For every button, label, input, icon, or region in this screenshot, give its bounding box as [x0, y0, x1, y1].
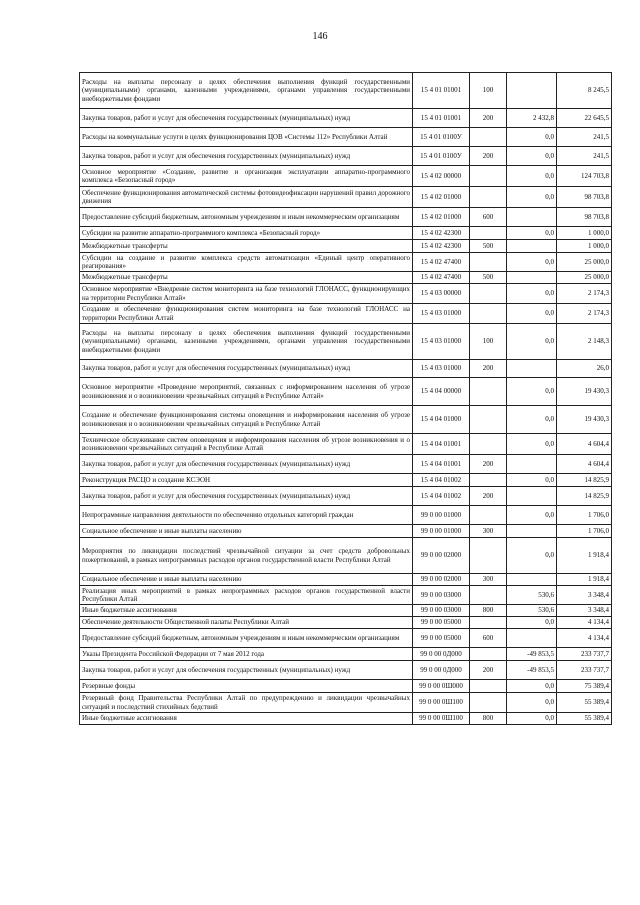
- row-code-cell: 15 4 03 00000: [413, 284, 470, 304]
- row-expense-type-cell: [470, 284, 507, 304]
- row-change-cell: 0,0: [507, 128, 557, 147]
- row-name-cell: Расходы на выплаты персоналу в целях обеспечения выполнения функций государственными (муниципальными) органами, казенными учреждениями, органами управления государственными внебюджетными фондами: [80, 73, 413, 109]
- table-row: [80, 73, 612, 109]
- table-row: [80, 360, 612, 378]
- row-change-cell: 0,0: [507, 406, 557, 434]
- row-total-cell: 98 703,8: [557, 208, 612, 227]
- row-name-cell: Техническое обслуживание систем оповещения и информирования населения об угрозе возникновения и о возникновении чрезвычайных ситуаций в Республике Алтай: [80, 434, 413, 455]
- table-row: [80, 474, 612, 487]
- row-change-cell: [507, 73, 557, 109]
- row-total-cell: 2 174,3: [557, 284, 612, 304]
- row-change-cell: 530,6: [507, 605, 557, 617]
- table-row: [80, 487, 612, 506]
- row-name-cell: Резервные фонды: [80, 680, 413, 693]
- row-name-cell: Иные бюджетные ассигнования: [80, 605, 413, 617]
- row-code-cell: 99 0 00 05000: [413, 617, 470, 629]
- row-code-cell: 99 0 00 03000: [413, 605, 470, 617]
- row-total-cell: 4 134,4: [557, 629, 612, 648]
- row-change-cell: [507, 360, 557, 378]
- row-name-cell: Основное мероприятие «Проведение мероприятий, связанных с информированием населения об угрозе возникновения и о возникновении чрезвычайных ситуаций в Республике Алтай»: [80, 378, 413, 406]
- table-row: [80, 617, 612, 629]
- table-row: [80, 680, 612, 693]
- row-expense-type-cell: 100: [470, 73, 507, 109]
- row-change-cell: 0,0: [507, 617, 557, 629]
- row-code-cell: 99 0 00 01000: [413, 506, 470, 525]
- row-code-cell: 15 4 02 47400: [413, 272, 470, 284]
- row-total-cell: 233 737,7: [557, 648, 612, 661]
- row-expense-type-cell: [470, 648, 507, 661]
- row-expense-type-cell: [470, 617, 507, 629]
- row-name-cell: Иные бюджетные ассигнования: [80, 713, 413, 725]
- row-code-cell: 15 4 02 00000: [413, 166, 470, 187]
- row-code-cell: 99 0 00 02000: [413, 574, 470, 586]
- row-total-cell: 55 389,4: [557, 713, 612, 725]
- row-change-cell: 0,0: [507, 324, 557, 360]
- row-expense-type-cell: 500: [470, 240, 507, 253]
- row-code-cell: 99 0 00 0Ш100: [413, 713, 470, 725]
- row-code-cell: 15 4 04 00000: [413, 378, 470, 406]
- row-code-cell: 15 4 03 01000: [413, 324, 470, 360]
- table-row: [80, 661, 612, 680]
- row-code-cell: 99 0 00 01000: [413, 525, 470, 538]
- row-expense-type-cell: 600: [470, 629, 507, 648]
- row-expense-type-cell: 200: [470, 455, 507, 474]
- row-total-cell: 4 604,4: [557, 455, 612, 474]
- row-expense-type-cell: 200: [470, 661, 507, 680]
- row-name-cell: Указы Президента Российской Федерации от 7 мая 2012 года: [80, 648, 413, 661]
- row-total-cell: 3 348,4: [557, 586, 612, 605]
- table-row: [80, 605, 612, 617]
- row-total-cell: 4 134,4: [557, 617, 612, 629]
- row-change-cell: 0,0: [507, 693, 557, 713]
- row-code-cell: 15 4 01 0100У: [413, 147, 470, 166]
- table-row: [80, 128, 612, 147]
- row-expense-type-cell: 300: [470, 525, 507, 538]
- row-name-cell: Предоставление субсидий бюджетным, автономным учреждениям и иным некоммерческим организациям: [80, 629, 413, 648]
- row-total-cell: 3 348,4: [557, 605, 612, 617]
- row-change-cell: 0,0: [507, 434, 557, 455]
- row-code-cell: 99 0 00 05000: [413, 629, 470, 648]
- row-change-cell: [507, 525, 557, 538]
- table-row: [80, 434, 612, 455]
- row-name-cell: Непрограммные направления деятельности по обеспечению отдельных категорий граждан: [80, 506, 413, 525]
- table-row: [80, 506, 612, 525]
- row-expense-type-cell: [470, 128, 507, 147]
- row-expense-type-cell: 600: [470, 208, 507, 227]
- row-code-cell: 15 4 04 01000: [413, 406, 470, 434]
- row-expense-type-cell: [470, 693, 507, 713]
- row-code-cell: 99 0 00 02000: [413, 538, 470, 574]
- table-row: [80, 240, 612, 253]
- table-row: [80, 455, 612, 474]
- row-name-cell: Реконструкция РАСЦО и создание КСЭОН: [80, 474, 413, 487]
- row-code-cell: 15 4 04 01001: [413, 434, 470, 455]
- row-expense-type-cell: [470, 166, 507, 187]
- row-total-cell: 241,5: [557, 147, 612, 166]
- row-change-cell: -49 853,5: [507, 648, 557, 661]
- table-row: [80, 525, 612, 538]
- table-row: [80, 304, 612, 324]
- row-expense-type-cell: 200: [470, 147, 507, 166]
- row-expense-type-cell: [470, 506, 507, 525]
- table-row: [80, 648, 612, 661]
- row-total-cell: 1 000,0: [557, 227, 612, 240]
- row-name-cell: Основное мероприятие «Внедрение систем мониторинга на базе технологий ГЛОНАСС, функционирующих на территории Республики Алтай»: [80, 284, 413, 304]
- row-change-cell: 0,0: [507, 253, 557, 272]
- budget-table-body: [80, 73, 612, 725]
- row-total-cell: 1 706,0: [557, 506, 612, 525]
- row-expense-type-cell: [470, 680, 507, 693]
- row-total-cell: 14 825,9: [557, 474, 612, 487]
- row-name-cell: Закупка товаров, работ и услуг для обеспечения государственных (муниципальных) нужд: [80, 455, 413, 474]
- row-code-cell: 15 4 02 42300: [413, 227, 470, 240]
- row-name-cell: Социальное обеспечение и иные выплаты населению: [80, 574, 413, 586]
- row-change-cell: 0,0: [507, 227, 557, 240]
- row-code-cell: 15 4 04 01002: [413, 474, 470, 487]
- row-total-cell: 2 174,3: [557, 304, 612, 324]
- row-total-cell: 19 430,3: [557, 378, 612, 406]
- row-code-cell: 15 4 03 01000: [413, 304, 470, 324]
- row-expense-type-cell: [470, 253, 507, 272]
- row-change-cell: 2 432,8: [507, 109, 557, 128]
- row-change-cell: -49 853,5: [507, 661, 557, 680]
- table-row: [80, 629, 612, 648]
- row-expense-type-cell: [470, 474, 507, 487]
- row-total-cell: 14 825,9: [557, 487, 612, 506]
- row-name-cell: Социальное обеспечение и иные выплаты населению: [80, 525, 413, 538]
- row-total-cell: 2 148,3: [557, 324, 612, 360]
- row-code-cell: 15 4 04 01002: [413, 487, 470, 506]
- row-name-cell: Мероприятия по ликвидации последствий чрезвычайной ситуации за счет средств добровольных пожертвований, в рамках непрограммных расходов органов государственной власти Республики Алтай: [80, 538, 413, 574]
- row-total-cell: 241,5: [557, 128, 612, 147]
- table-row: [80, 406, 612, 434]
- row-code-cell: 15 4 02 01000: [413, 187, 470, 208]
- table-row: [80, 208, 612, 227]
- table-row: [80, 272, 612, 284]
- row-change-cell: 0,0: [507, 538, 557, 574]
- page-number: 146: [312, 31, 328, 42]
- row-change-cell: 0,0: [507, 378, 557, 406]
- table-row: [80, 693, 612, 713]
- row-total-cell: 25 000,0: [557, 253, 612, 272]
- row-name-cell: Субсидии на создание и развитие комплекса средств автоматизации «Единый центр оперативного реагирования»: [80, 253, 413, 272]
- row-change-cell: [507, 272, 557, 284]
- row-code-cell: 15 4 01 01001: [413, 109, 470, 128]
- row-code-cell: 99 0 00 0Д000: [413, 648, 470, 661]
- row-total-cell: 1 918,4: [557, 574, 612, 586]
- row-total-cell: 75 389,4: [557, 680, 612, 693]
- row-change-cell: [507, 208, 557, 227]
- row-name-cell: Основное мероприятие «Создание, развитие и организация эксплуатации аппаратно-программного комплекса «Безопасный город»: [80, 166, 413, 187]
- row-code-cell: 15 4 02 42300: [413, 240, 470, 253]
- row-change-cell: 0,0: [507, 284, 557, 304]
- row-expense-type-cell: 200: [470, 109, 507, 128]
- row-code-cell: 15 4 01 0100У: [413, 128, 470, 147]
- row-expense-type-cell: [470, 304, 507, 324]
- row-expense-type-cell: 500: [470, 272, 507, 284]
- row-name-cell: Закупка товаров, работ и услуг для обеспечения государственных (муниципальных) нужд: [80, 147, 413, 166]
- row-total-cell: 1 706,0: [557, 525, 612, 538]
- table-row: [80, 109, 612, 128]
- row-change-cell: 0,0: [507, 304, 557, 324]
- table-row: [80, 586, 612, 605]
- table-row: [80, 187, 612, 208]
- row-total-cell: 55 389,4: [557, 693, 612, 713]
- row-change-cell: 0,0: [507, 713, 557, 725]
- row-name-cell: Предоставление субсидий бюджетным, автономным учреждениям и иным некоммерческим организациям: [80, 208, 413, 227]
- row-change-cell: 0,0: [507, 166, 557, 187]
- table-row: [80, 284, 612, 304]
- row-name-cell: Межбюджетные трансферты: [80, 272, 413, 284]
- row-expense-type-cell: [470, 406, 507, 434]
- budget-table: [79, 72, 612, 725]
- row-expense-type-cell: 200: [470, 360, 507, 378]
- row-code-cell: 99 0 00 0Ш100: [413, 693, 470, 713]
- row-total-cell: 1 000,0: [557, 240, 612, 253]
- row-name-cell: Обеспечение деятельности Общественной палаты Республики Алтай: [80, 617, 413, 629]
- table-row: [80, 227, 612, 240]
- table-row: [80, 713, 612, 725]
- row-expense-type-cell: [470, 586, 507, 605]
- row-code-cell: 99 0 00 0Ш000: [413, 680, 470, 693]
- row-total-cell: 124 703,8: [557, 166, 612, 187]
- row-change-cell: 0,0: [507, 680, 557, 693]
- row-change-cell: 0,0: [507, 474, 557, 487]
- row-change-cell: [507, 487, 557, 506]
- row-expense-type-cell: 300: [470, 574, 507, 586]
- row-total-cell: 26,0: [557, 360, 612, 378]
- row-name-cell: Межбюджетные трансферты: [80, 240, 413, 253]
- row-name-cell: Субсидии на развитие аппаратно-программного комплекса «Безопасный город»: [80, 227, 413, 240]
- row-total-cell: 25 000,0: [557, 272, 612, 284]
- row-expense-type-cell: [470, 538, 507, 574]
- table-row: [80, 538, 612, 574]
- row-expense-type-cell: [470, 187, 507, 208]
- row-name-cell: Создание и обеспечение функционирования систем мониторинга на базе технологий ГЛОНАСС на территории Республики Алтай: [80, 304, 413, 324]
- row-expense-type-cell: 100: [470, 324, 507, 360]
- row-total-cell: 22 645,5: [557, 109, 612, 128]
- row-name-cell: Расходы на коммунальные услуги в целях функционирования ЦОВ «Системы 112» Республики Алтай: [80, 128, 413, 147]
- row-total-cell: 98 703,8: [557, 187, 612, 208]
- row-expense-type-cell: 200: [470, 487, 507, 506]
- row-code-cell: 15 4 04 01001: [413, 455, 470, 474]
- row-name-cell: Резервный фонд Правительства Республики Алтай по предупреждению и ликвидации чрезвычайных ситуаций и последствий стихийных бедствий: [80, 693, 413, 713]
- table-row: [80, 166, 612, 187]
- row-name-cell: Создание и обеспечение функционирования системы оповещения и информирования населения об угрозе возникновения и о возникновении чрезвычайных ситуаций в Республике Алтай: [80, 406, 413, 434]
- row-expense-type-cell: [470, 378, 507, 406]
- row-change-cell: 0,0: [507, 147, 557, 166]
- table-row: [80, 574, 612, 586]
- row-change-cell: 530,6: [507, 586, 557, 605]
- row-name-cell: Закупка товаров, работ и услуг для обеспечения государственных (муниципальных) нужд: [80, 109, 413, 128]
- row-total-cell: 19 430,3: [557, 406, 612, 434]
- row-name-cell: Закупка товаров, работ и услуг для обеспечения государственных (муниципальных) нужд: [80, 661, 413, 680]
- row-name-cell: Обеспечение функционирования автоматической системы фотовидеофиксации нарушений правил дорожного движения: [80, 187, 413, 208]
- row-name-cell: Реализация иных мероприятий в рамках непрограммных расходов органов государственной власти Республики Алтай: [80, 586, 413, 605]
- row-change-cell: 0,0: [507, 506, 557, 525]
- row-name-cell: Закупка товаров, работ и услуг для обеспечения государственных (муниципальных) нужд: [80, 487, 413, 506]
- row-total-cell: 4 604,4: [557, 434, 612, 455]
- row-total-cell: 233 737,7: [557, 661, 612, 680]
- table-row: [80, 378, 612, 406]
- row-code-cell: 99 0 00 03000: [413, 586, 470, 605]
- row-code-cell: 15 4 01 01001: [413, 73, 470, 109]
- row-change-cell: [507, 240, 557, 253]
- row-code-cell: 15 4 03 01000: [413, 360, 470, 378]
- row-expense-type-cell: 800: [470, 713, 507, 725]
- row-expense-type-cell: [470, 227, 507, 240]
- row-change-cell: 0,0: [507, 187, 557, 208]
- row-expense-type-cell: 800: [470, 605, 507, 617]
- row-total-cell: 8 245,5: [557, 73, 612, 109]
- row-name-cell: Закупка товаров, работ и услуг для обеспечения государственных (муниципальных) нужд: [80, 360, 413, 378]
- row-code-cell: 99 0 00 0Д000: [413, 661, 470, 680]
- row-code-cell: 15 4 02 47400: [413, 253, 470, 272]
- row-change-cell: [507, 455, 557, 474]
- row-change-cell: [507, 629, 557, 648]
- row-name-cell: Расходы на выплаты персоналу в целях обеспечения выполнения функций государственными (муниципальными) органами, казенными учреждениями, органами управления государственными внебюджетными фондами: [80, 324, 413, 360]
- row-total-cell: 1 918,4: [557, 538, 612, 574]
- table-row: [80, 324, 612, 360]
- table-row: [80, 253, 612, 272]
- table-row: [80, 147, 612, 166]
- row-code-cell: 15 4 02 01000: [413, 208, 470, 227]
- row-expense-type-cell: [470, 434, 507, 455]
- row-change-cell: [507, 574, 557, 586]
